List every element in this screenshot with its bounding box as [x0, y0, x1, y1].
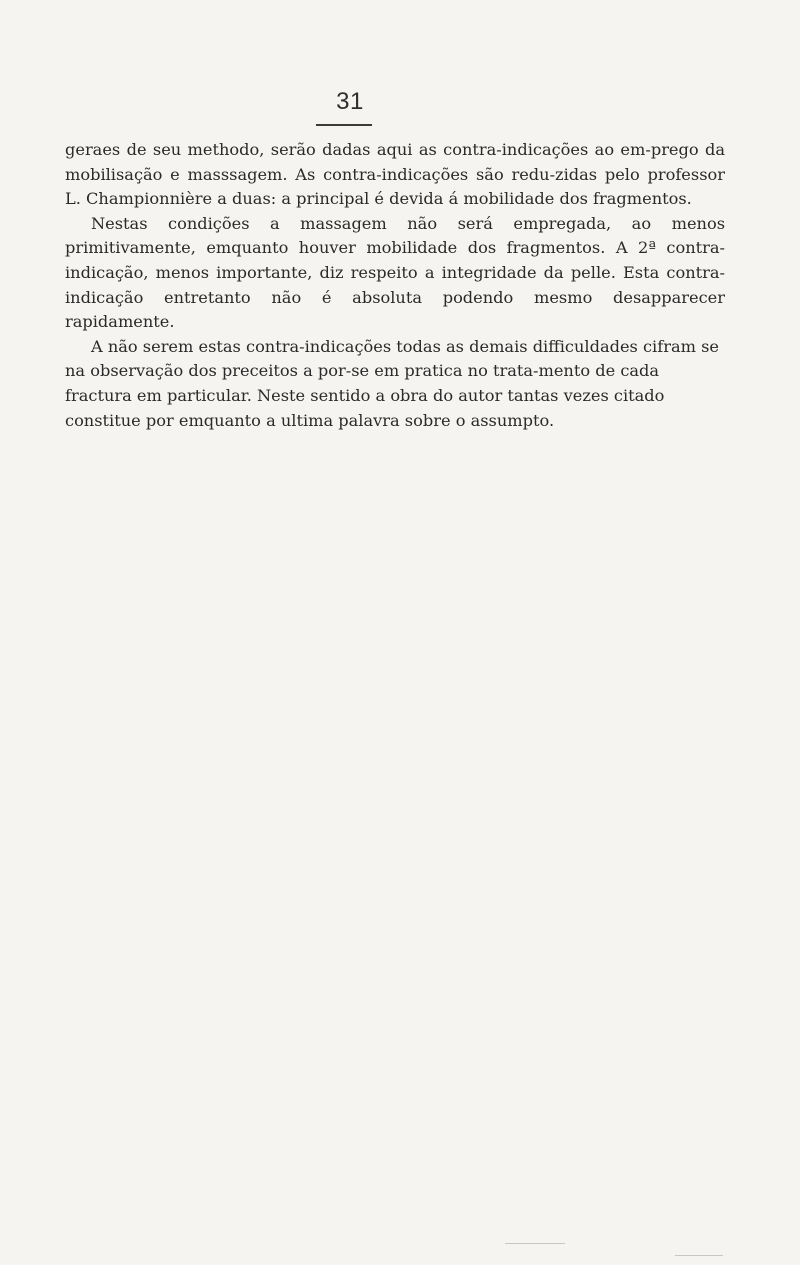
paragraph-3: A não serem estas contra-indicações todas as demais difficuldades cifram se na observação dos preceitos a por-se em pratica no trata-mento de cada fractura em particular. Neste sentido a obra do autor tantas vezes citado constitue por emquanto a ultima palavra sobre o assumpto.	[65, 336, 719, 430]
header-rule	[316, 124, 372, 126]
paper-speck	[675, 1255, 723, 1256]
body-text	[65, 138, 725, 433]
paper-speck	[505, 1243, 565, 1244]
paragraph-2: Nestas condições a massagem não será empregada, ao menos primitivamente, emquanto houver mobilidade dos fragmentos. A 2ª contra-indicação, menos importante, diz respeito a integridade da pelle. Esta contra-indicação entretanto não é absoluta podendo mesmo desapparecer rapidamente.	[65, 213, 725, 332]
page-number: 31	[336, 88, 364, 115]
paragraph-1: geraes de seu methodo, serão dadas aqui as contra-indicações ao em-prego da mobilisação e masssagem. As contra-indicações são redu-zidas pelo professor L. Championnière a duas: a principal é devida á mobilidade dos fragmentos.	[65, 140, 725, 209]
